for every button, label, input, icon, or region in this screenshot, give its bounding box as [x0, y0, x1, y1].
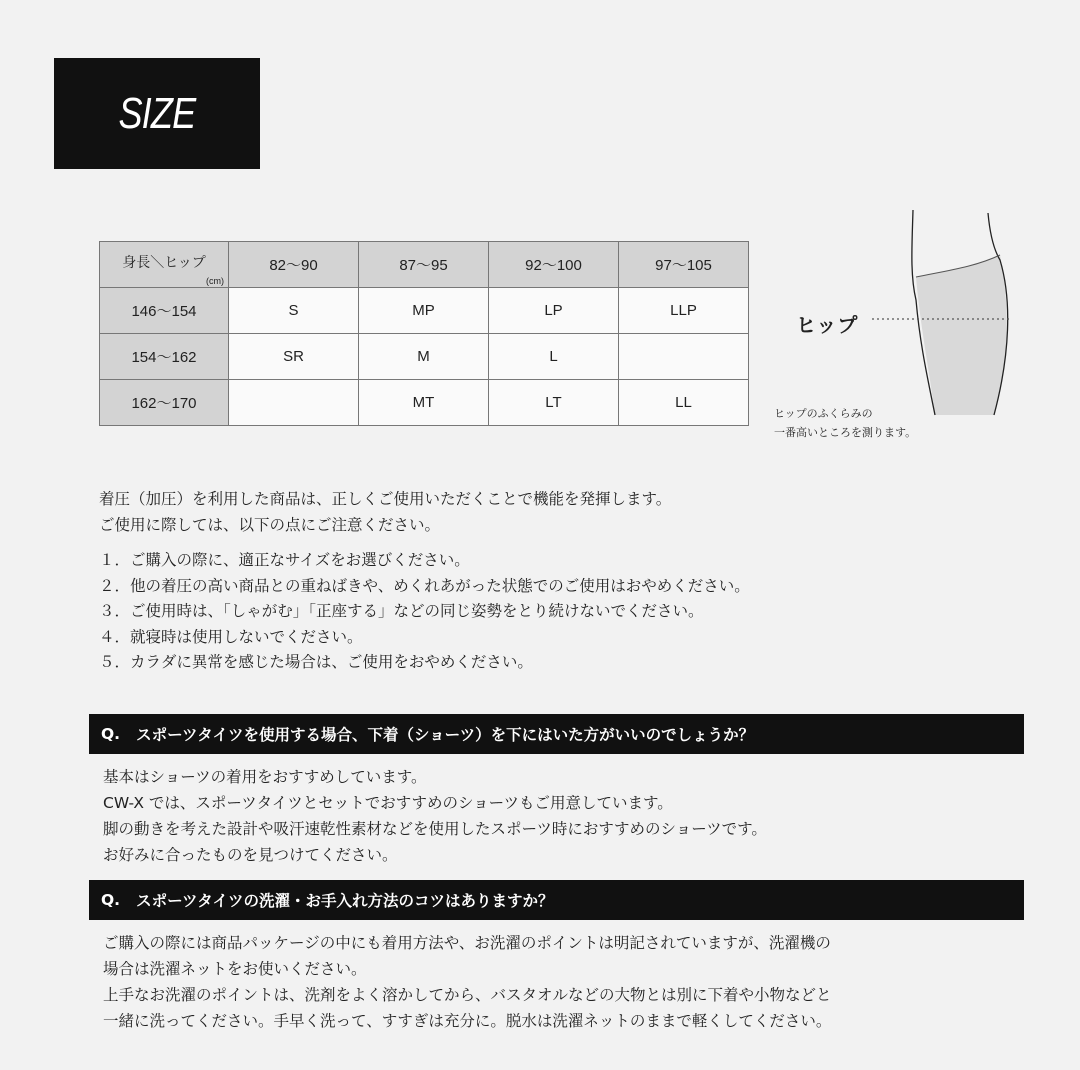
faq-answer — [103, 764, 767, 868]
notice-item: ４．就寝時は使用しないでください。 — [99, 627, 363, 646]
corner-label: 身長＼ヒップ — [122, 253, 206, 270]
notice-item: １．ご購入の際に、適正なサイズをお選びください。 — [99, 551, 470, 569]
q-mark: Q. — [101, 725, 121, 743]
table-header-row — [100, 242, 749, 288]
hip-range-header: 82〜90 — [229, 242, 359, 288]
faq-question-bar — [89, 714, 1024, 754]
size-cell — [229, 380, 359, 426]
hip-measure-note — [774, 404, 916, 442]
height-range-header: 162〜170 — [100, 380, 229, 426]
size-cell — [619, 334, 749, 380]
faq-question-bar — [89, 880, 1024, 920]
table-row — [100, 380, 749, 426]
size-cell: S — [229, 288, 359, 334]
size-heading — [54, 58, 260, 169]
size-cell: LLP — [619, 288, 749, 334]
faq-answer — [103, 930, 832, 1034]
size-cell: LP — [489, 288, 619, 334]
size-cell: LT — [489, 380, 619, 426]
hip-label: ヒップ — [796, 313, 859, 337]
table-row — [100, 288, 749, 334]
answer-line: 脚の動きを考えた設計や吸汗速乾性素材などを使用したスポーツ時におすすめのショーツです。 — [103, 820, 767, 838]
usage-notice — [99, 486, 750, 676]
hip-note-line: 一番高いところを測ります。 — [774, 426, 917, 439]
notice-item: ２．他の着圧の高い商品との重ねばきや、めくれあがった状態でのご使用はおやめください。 — [99, 576, 750, 595]
corner-unit: (cm) — [206, 276, 224, 286]
answer-line: CW-X では、スポーツタイツとセットでおすすめのショーツもご用意しています。 — [103, 794, 673, 812]
table-row — [100, 334, 749, 380]
notice-item: ５．カラダに異常を感じた場合は、ご使用をおやめください。 — [99, 653, 533, 671]
size-cell: L — [489, 334, 619, 380]
hip-note-line: ヒップのふくらみの — [774, 407, 873, 420]
notice-item: ３．ご使用時は、「しゃがむ」「正座する」などの同じ姿勢をとり続けないでください。 — [99, 602, 704, 620]
answer-line: 一緒に洗ってください。手早く洗って、すすぎは充分に。脱水は洗濯ネットのままで軽くしてください。 — [103, 1012, 832, 1030]
answer-line: ご購入の際には商品パッケージの中にも着用方法や、お洗濯のポイントは明記されていますが、洗濯機の — [103, 934, 831, 952]
size-cell: SR — [229, 334, 359, 380]
notice-intro: ご使用に際しては、以下の点にご注意ください。 — [99, 516, 441, 534]
size-chart-table — [99, 241, 749, 426]
size-heading-text: SIZE — [118, 88, 196, 138]
answer-line: 上手なお洗濯のポイントは、洗剤をよく溶かしてから、バスタオルなどの大物とは別に下着や小物などと — [103, 986, 832, 1004]
answer-line: 場合は洗濯ネットをお使いください。 — [103, 960, 367, 978]
size-cell: MP — [359, 288, 489, 334]
q-mark: Q. — [101, 891, 121, 909]
height-range-header: 146〜154 — [100, 288, 229, 334]
hip-range-header: 87〜95 — [359, 242, 489, 288]
notice-list — [99, 548, 750, 676]
size-cell: M — [359, 334, 489, 380]
hip-range-header: 92〜100 — [489, 242, 619, 288]
faq-question: スポーツタイツの洗濯・お手入れ方法のコツはありますか？ — [136, 892, 554, 910]
size-cell: MT — [359, 380, 489, 426]
size-cell: LL — [619, 380, 749, 426]
notice-intro: 着圧（加圧）を利用した商品は、正しくご使用いただくことで機能を発揮します。 — [99, 490, 672, 508]
faq-question: スポーツタイツを使用する場合、下着（ショーツ）を下にはいた方がいいのでしょうか？ — [136, 726, 755, 744]
table-corner-cell — [100, 242, 229, 288]
height-range-header: 154〜162 — [100, 334, 229, 380]
hip-range-header: 97〜105 — [619, 242, 749, 288]
answer-line: 基本はショーツの着用をおすすめしています。 — [103, 768, 427, 786]
answer-line: お好みに合ったものを見つけてください。 — [103, 846, 398, 864]
